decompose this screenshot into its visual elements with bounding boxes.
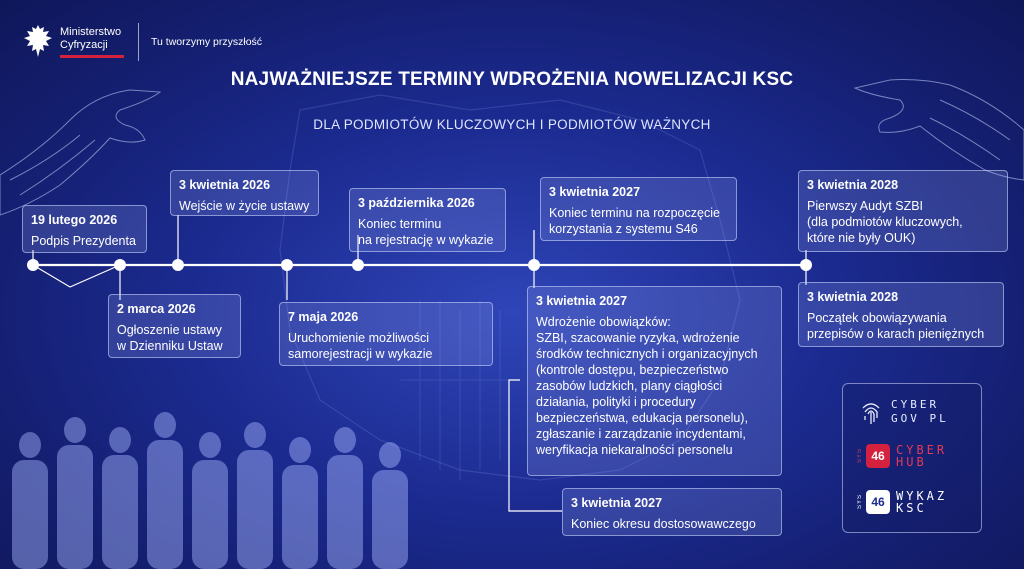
event-text: Koniec terminu na rozpoczęcie korzystania z systemu S46 [549, 206, 720, 236]
left-hand-graphic [0, 90, 160, 215]
event-3-kwietnia-2028-kary [798, 282, 1004, 347]
event-3-kwietnia-2027-s46 [540, 177, 737, 241]
event-date: 3 kwietnia 2028 [807, 290, 899, 304]
event-text: Koniec terminu na rejestrację w wykazie [358, 217, 494, 247]
cybergov-line1: CYBER [891, 398, 940, 411]
page-subtitle: DLA PODMIOTÓW KLUCZOWYCH I PODMIOTÓW WAŻNYCH [313, 117, 711, 132]
event-2-marca-2026 [108, 294, 241, 358]
event-date: 3 kwietnia 2027 [571, 496, 663, 510]
event-date: 7 maja 2026 [288, 310, 359, 324]
event-date: 3 kwietnia 2027 [536, 294, 628, 308]
event-date: 3 października 2026 [358, 196, 475, 210]
crowd-graphic [12, 412, 408, 569]
ministry-name-line1: Ministerstwo [60, 26, 122, 38]
wykaz-line1: WYKAZ [896, 489, 948, 503]
event-3-pazdziernika-2026 [349, 188, 506, 252]
ministry-red-line [60, 55, 124, 58]
cybergov-logo [859, 398, 949, 426]
cyberhub-line2: HUB [896, 455, 927, 469]
event-date: 3 kwietnia 2027 [549, 185, 641, 199]
wykaz-sys-label: SYS [857, 494, 863, 510]
header-divider [138, 23, 139, 61]
event-text: Początek obowiązywania przepisów o karach pieniężnych [807, 311, 985, 341]
event-date: 3 kwietnia 2026 [179, 178, 271, 192]
cyberhub-sys-label: SYS [857, 448, 863, 464]
event-3-kwietnia-2026 [170, 170, 319, 216]
event-date: 2 marca 2026 [117, 302, 196, 316]
wykaz-line2: KSC [896, 501, 927, 515]
event-7-maja-2026 [279, 302, 493, 366]
event-date: 19 lutego 2026 [31, 213, 118, 227]
page-title: NAJWAŻNIEJSZE TERMINY WDROŻENIA NOWELIZACJI KSC [230, 69, 794, 90]
ministry-motto: Tu tworzymy przyszłość [151, 36, 263, 48]
event-text: Wdrożenie obowiązków: SZBI, szacowanie ryzyka, wdrożenie środków technicznych i organizacyjnych (kontrole dostępu, bezpieczeństwo zasobów ludzkich, plany ciągłości działania, polityki i procedury bezpieczeństwa, edukacja personelu), zgłaszanie i zarządzanie incydentami, weryfikacja niekaralności personelu [536, 315, 758, 457]
event-3-kwietnia-2028-audyt [798, 170, 1008, 252]
event-19-lutego-2026 [22, 205, 147, 253]
event-text: Pierwszy Audyt SZBI (dla podmiotów kluczowych, które nie były OUK) [807, 199, 963, 245]
event-text: Podpis Prezydenta [31, 234, 136, 248]
ministry-name-line2: Cyfryzacji [60, 39, 108, 51]
event-date: 3 kwietnia 2028 [807, 178, 899, 192]
event-text: Ogłoszenie ustawy w Dzienniku Ustaw [117, 323, 223, 353]
wykaz-badge: 46 [866, 490, 890, 514]
event-3-kwietnia-2027-okres [562, 488, 782, 536]
event-text: Uruchomienie możliwości samorejestracji w wykazie [288, 331, 433, 361]
fingerprint-icon [859, 398, 883, 426]
ministry-name [60, 26, 124, 58]
cyberhub-badge: 46 [866, 444, 890, 468]
cybergov-line2: GOV PL [891, 412, 949, 425]
event-text: Wejście w życie ustawy [179, 199, 310, 213]
cyberhub-line1: CYBER [896, 443, 948, 457]
header [22, 20, 262, 64]
cyberhub-logo [857, 444, 947, 468]
event-text: Koniec okresu dostosowawczego [571, 517, 756, 531]
wykaz-ksc-logo [857, 490, 947, 514]
event-3-kwietnia-2027-obowiazki [527, 286, 782, 476]
eagle-emblem-icon [22, 23, 54, 61]
partner-logos [842, 383, 982, 533]
